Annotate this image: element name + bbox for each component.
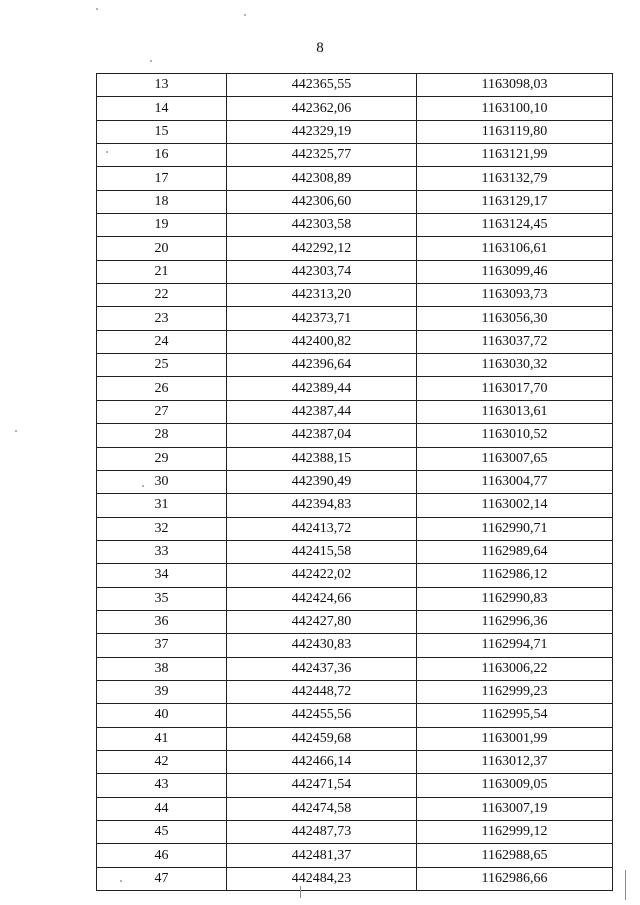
table-row <box>97 400 613 423</box>
coordinates-table-body <box>97 74 613 891</box>
x-coordinate-cell: 442390,49 <box>227 470 417 493</box>
table-row <box>97 424 613 447</box>
table-row <box>97 657 613 680</box>
table-row <box>97 447 613 470</box>
point-number-cell: 13 <box>97 74 227 97</box>
y-coordinate-cell: 1163007,65 <box>417 447 613 470</box>
point-number-cell: 34 <box>97 564 227 587</box>
y-coordinate-cell: 1163013,61 <box>417 400 613 423</box>
point-number-cell: 44 <box>97 797 227 820</box>
y-coordinate-cell: 1163098,03 <box>417 74 613 97</box>
x-coordinate-cell: 442455,56 <box>227 704 417 727</box>
y-coordinate-cell: 1162990,83 <box>417 587 613 610</box>
y-coordinate-cell: 1163009,05 <box>417 774 613 797</box>
y-coordinate-cell: 1163002,14 <box>417 494 613 517</box>
point-number-cell: 25 <box>97 354 227 377</box>
table-row <box>97 821 613 844</box>
y-coordinate-cell: 1163129,17 <box>417 190 613 213</box>
x-coordinate-cell: 442484,23 <box>227 867 417 890</box>
table-row <box>97 867 613 890</box>
x-coordinate-cell: 442313,20 <box>227 284 417 307</box>
y-coordinate-cell: 1162994,71 <box>417 634 613 657</box>
table-row <box>97 680 613 703</box>
y-coordinate-cell: 1163106,61 <box>417 237 613 260</box>
x-coordinate-cell: 442325,77 <box>227 144 417 167</box>
point-number-cell: 15 <box>97 120 227 143</box>
table-row <box>97 260 613 283</box>
table-row <box>97 330 613 353</box>
table-row <box>97 750 613 773</box>
x-coordinate-cell: 442303,74 <box>227 260 417 283</box>
x-coordinate-cell: 442427,80 <box>227 610 417 633</box>
y-coordinate-cell: 1163007,19 <box>417 797 613 820</box>
x-coordinate-cell: 442430,83 <box>227 634 417 657</box>
point-number-cell: 16 <box>97 144 227 167</box>
x-coordinate-cell: 442329,19 <box>227 120 417 143</box>
scan-speck <box>106 151 108 153</box>
point-number-cell: 23 <box>97 307 227 330</box>
scan-speck <box>96 8 98 10</box>
point-number-cell: 46 <box>97 844 227 867</box>
table-row <box>97 727 613 750</box>
point-number-cell: 45 <box>97 821 227 844</box>
coordinates-table <box>96 73 613 891</box>
point-number-cell: 35 <box>97 587 227 610</box>
table-row <box>97 190 613 213</box>
table-row <box>97 704 613 727</box>
x-coordinate-cell: 442362,06 <box>227 97 417 120</box>
x-coordinate-cell: 442308,89 <box>227 167 417 190</box>
table-row <box>97 564 613 587</box>
y-coordinate-cell: 1163119,80 <box>417 120 613 143</box>
y-coordinate-cell: 1163001,99 <box>417 727 613 750</box>
point-number-cell: 26 <box>97 377 227 400</box>
y-coordinate-cell: 1163100,10 <box>417 97 613 120</box>
y-coordinate-cell: 1163004,77 <box>417 470 613 493</box>
table-row <box>97 774 613 797</box>
scan-speck <box>120 880 122 882</box>
y-coordinate-cell: 1163124,45 <box>417 214 613 237</box>
x-coordinate-cell: 442400,82 <box>227 330 417 353</box>
y-coordinate-cell: 1163030,32 <box>417 354 613 377</box>
point-number-cell: 18 <box>97 190 227 213</box>
scan-speck <box>142 485 144 487</box>
point-number-cell: 14 <box>97 97 227 120</box>
table-row <box>97 797 613 820</box>
point-number-cell: 24 <box>97 330 227 353</box>
x-coordinate-cell: 442437,36 <box>227 657 417 680</box>
y-coordinate-cell: 1163012,37 <box>417 750 613 773</box>
y-coordinate-cell: 1162988,65 <box>417 844 613 867</box>
x-coordinate-cell: 442413,72 <box>227 517 417 540</box>
point-number-cell: 32 <box>97 517 227 540</box>
table-row <box>97 610 613 633</box>
y-coordinate-cell: 1162999,23 <box>417 680 613 703</box>
x-coordinate-cell: 442292,12 <box>227 237 417 260</box>
point-number-cell: 39 <box>97 680 227 703</box>
x-coordinate-cell: 442396,64 <box>227 354 417 377</box>
y-coordinate-cell: 1163132,79 <box>417 167 613 190</box>
x-coordinate-cell: 442424,66 <box>227 587 417 610</box>
y-coordinate-cell: 1162996,36 <box>417 610 613 633</box>
table-row <box>97 587 613 610</box>
point-number-cell: 36 <box>97 610 227 633</box>
x-coordinate-cell: 442306,60 <box>227 190 417 213</box>
y-coordinate-cell: 1162995,54 <box>417 704 613 727</box>
table-row <box>97 237 613 260</box>
point-number-cell: 38 <box>97 657 227 680</box>
x-coordinate-cell: 442471,54 <box>227 774 417 797</box>
scan-speck <box>150 60 152 62</box>
table-row <box>97 540 613 563</box>
point-number-cell: 28 <box>97 424 227 447</box>
y-coordinate-cell: 1162999,12 <box>417 821 613 844</box>
point-number-cell: 47 <box>97 867 227 890</box>
table-row <box>97 494 613 517</box>
y-coordinate-cell: 1162986,12 <box>417 564 613 587</box>
table-row <box>97 634 613 657</box>
point-number-cell: 29 <box>97 447 227 470</box>
y-coordinate-cell: 1163010,52 <box>417 424 613 447</box>
point-number-cell: 21 <box>97 260 227 283</box>
x-coordinate-cell: 442388,15 <box>227 447 417 470</box>
x-coordinate-cell: 442474,58 <box>227 797 417 820</box>
y-coordinate-cell: 1163093,73 <box>417 284 613 307</box>
x-coordinate-cell: 442373,71 <box>227 307 417 330</box>
x-coordinate-cell: 442303,58 <box>227 214 417 237</box>
y-coordinate-cell: 1163017,70 <box>417 377 613 400</box>
table-row <box>97 284 613 307</box>
point-number-cell: 22 <box>97 284 227 307</box>
x-coordinate-cell: 442415,58 <box>227 540 417 563</box>
table-row <box>97 377 613 400</box>
y-coordinate-cell: 1163006,22 <box>417 657 613 680</box>
table-row <box>97 354 613 377</box>
x-coordinate-cell: 442365,55 <box>227 74 417 97</box>
x-coordinate-cell: 442387,44 <box>227 400 417 423</box>
table-row <box>97 167 613 190</box>
x-coordinate-cell: 442481,37 <box>227 844 417 867</box>
table-row <box>97 74 613 97</box>
x-coordinate-cell: 442422,02 <box>227 564 417 587</box>
point-number-cell: 27 <box>97 400 227 423</box>
x-coordinate-cell: 442466,14 <box>227 750 417 773</box>
x-coordinate-cell: 442487,73 <box>227 821 417 844</box>
y-coordinate-cell: 1162986,66 <box>417 867 613 890</box>
y-coordinate-cell: 1162990,71 <box>417 517 613 540</box>
scan-mark <box>300 886 301 898</box>
table-row <box>97 307 613 330</box>
x-coordinate-cell: 442448,72 <box>227 680 417 703</box>
point-number-cell: 31 <box>97 494 227 517</box>
y-coordinate-cell: 1163056,30 <box>417 307 613 330</box>
point-number-cell: 19 <box>97 214 227 237</box>
table-row <box>97 844 613 867</box>
point-number-cell: 37 <box>97 634 227 657</box>
point-number-cell: 33 <box>97 540 227 563</box>
point-number-cell: 42 <box>97 750 227 773</box>
point-number-cell: 43 <box>97 774 227 797</box>
x-coordinate-cell: 442459,68 <box>227 727 417 750</box>
point-number-cell: 20 <box>97 237 227 260</box>
y-coordinate-cell: 1162989,64 <box>417 540 613 563</box>
table-row <box>97 97 613 120</box>
point-number-cell: 30 <box>97 470 227 493</box>
point-number-cell: 41 <box>97 727 227 750</box>
scan-speck <box>15 430 17 432</box>
y-coordinate-cell: 1163099,46 <box>417 260 613 283</box>
x-coordinate-cell: 442394,83 <box>227 494 417 517</box>
point-number-cell: 17 <box>97 167 227 190</box>
scan-speck <box>244 14 246 16</box>
y-coordinate-cell: 1163037,72 <box>417 330 613 353</box>
table-row <box>97 144 613 167</box>
x-coordinate-cell: 442387,04 <box>227 424 417 447</box>
table-row <box>97 470 613 493</box>
page-number: 8 <box>316 40 324 56</box>
table-row <box>97 214 613 237</box>
point-number-cell: 40 <box>97 704 227 727</box>
scan-mark <box>625 870 626 900</box>
y-coordinate-cell: 1163121,99 <box>417 144 613 167</box>
x-coordinate-cell: 442389,44 <box>227 377 417 400</box>
table-row <box>97 120 613 143</box>
table-row <box>97 517 613 540</box>
